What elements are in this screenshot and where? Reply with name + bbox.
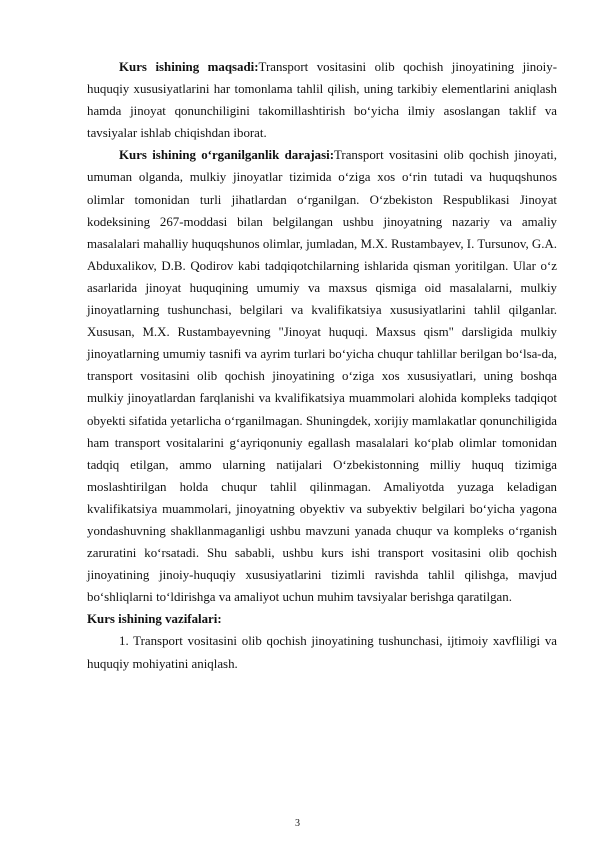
study-level-text: Transport vositasini olib qochish jinoyati, umuman olganda, mulkiy jinoyatlar tizimida o‘ziga xos o‘rin tutadi va huquqshunos olimlar tomonidan turli jihatlardan o‘rganilgan. O‘zbekiston Respublikasi Jinoyat kodeksining 267-moddasi bilan belgilangan ushbu jinoyatning nazariy va amaliy masalalari mahalliy huquqshunos olimlar, jumladan, M.X. Rustambayev, I. Tursunov, G.A. Abduxalikov, D.B. Qodirov kabi tadqiqotchilarning ishlarida qisman yoritilgan. Ular o‘z asarlarida jinoyat huquqining umumiy va maxsus qismiga oid masalalarni, mulkiy jinoyatlarning tushunchasi, belgilari va kvalifikatsiya xususiyatlarini tahlil qilganlar. Xususan, M.X. Rustambayevning "Jinoyat huquqi. Maxsus qism" darsligida mulkiy jinoyatlarning umumiy tasnifi va ayrim turlari bo‘yicha chuqur tahlillar berilgan bo‘lsa-da, transport vositasini olib qochish jinoyatining o‘ziga xos xususiyatlari, uning boshqa mulkiy jinoyatlardan farqlanishi va kvalifikatsiya muammolari alohida kompleks tadqiqot obyekti sifatida yetarlicha o‘rganilmagan. Shuningdek, xorijiy mamlakatlar qonunchiligida ham transport vositalarini g‘ayriqonuniy egallash masalalari ko‘plab olimlar tomonidan tadqiq etilgan, ammo ularning natijalari O‘zbekistonning milliy huquq tizimiga moslashtirilgan holda chuqur tahlil qilinmagan. Amaliyotda yuzaga keladigan kvalifikatsiya muammolari, jinoyatning obyektiv va subyektiv belgilari bo‘yicha yagona yondashuvning shakllanmaganligi ushbu mavzuni yanada chuqur va kompleks o‘rganish zaruratini ko‘rsatadi. Shu sababli, ushbu kurs ishi transport vositasini olib qochish jinoyatining jinoiy-huquqiy xususiyatlarini tizimli ravishda tahlil qilishga, mavjud bo‘shliqlarni to‘ldirishga va amaliyot uchun muhim tavsiyalar berishga qaratilgan. (87, 148, 557, 605)
paragraph-purpose (87, 56, 557, 144)
paragraph-study-level (87, 144, 557, 608)
tasks-heading-paragraph (87, 608, 557, 630)
study-level-heading: Kurs ishining o‘rganilganlik darajasi: (119, 148, 334, 163)
task-item: 1. Transport vositasini olib qochish jinoyatining tushunchasi, ijtimoiy xavfliligi va huquqiy mohiyatini aniqlash. (87, 634, 557, 671)
purpose-heading: Kurs ishining maqsadi: (119, 60, 259, 74)
page-number: 3 (295, 818, 300, 829)
page-body (87, 56, 557, 675)
tasks-heading: Kurs ishining vazifalari: (87, 612, 222, 627)
purpose-text: Transport vositasini olib qochish jinoyatining jinoiy-huquqiy xususiyatlarini har tomonlama tahlil qilish, uning tarkibiy elementlarini aniqlash hamda jinoyat qonunchiligini takomillashtirish bo‘yicha ilmiy asoslangan taklif va tavsiyalar ishlab chiqishdan iborat. (87, 60, 557, 141)
